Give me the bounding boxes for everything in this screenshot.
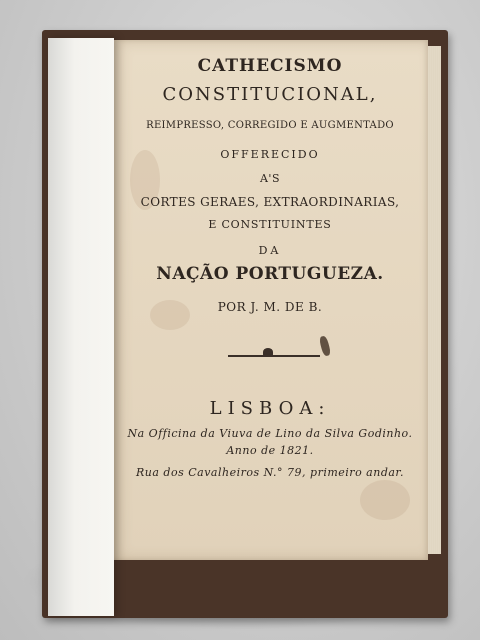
imprint-city: LISBOA: [209, 398, 331, 419]
dedication-line-6: NAÇÃO PORTUGUEZA. [156, 264, 384, 284]
dedication-line-5: DA [258, 244, 282, 257]
ornamental-rule [228, 355, 320, 357]
foxing-spot [360, 480, 410, 520]
author-line: POR J. M. DE B. [217, 300, 323, 314]
dedication-line-3: CORTES GERAES, EXTRAORDINARIAS, [140, 195, 400, 209]
dedication-line-2: A'S [259, 172, 280, 185]
imprint-address: Rua dos Cavalheiros N.° 79, primeiro andar. [136, 466, 404, 479]
imprint-printer: Na Officina da Viuva de Lino da Silva Godinho. [127, 427, 413, 440]
imprint-year: Anno de 1821. [226, 444, 314, 457]
title-line-1: CATHECISMO [197, 56, 343, 76]
subtitle-line: REIMPRESSO, CORREGIDO E AUGMENTADO [146, 120, 394, 131]
dedication-line-1: OFFERECIDO [220, 148, 320, 161]
dedication-line-4: E CONSTITUINTES [208, 218, 332, 231]
rule-ornament [263, 348, 273, 356]
title-line-2: CONSTITUCIONAL, [162, 84, 378, 105]
free-endpaper [48, 38, 114, 616]
